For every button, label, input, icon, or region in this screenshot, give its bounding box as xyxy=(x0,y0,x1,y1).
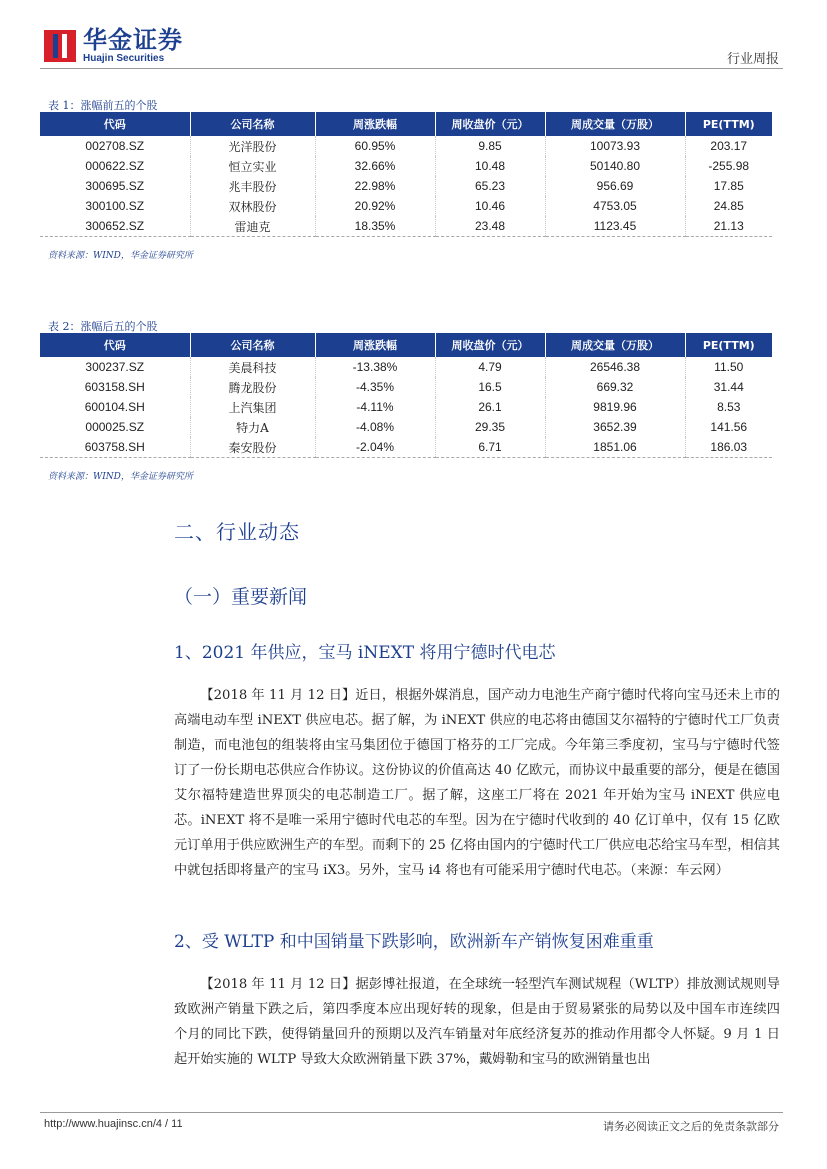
col-header-company: 公司名称 xyxy=(190,333,315,357)
cell-company: 上汽集团 xyxy=(190,397,315,417)
section-title: 二、行业动态 xyxy=(174,520,300,544)
cell-volume: 3652.39 xyxy=(545,417,685,437)
cell-company: 特力A xyxy=(190,417,315,437)
cell-company: 秦安股份 xyxy=(190,437,315,458)
cell-volume: 9819.96 xyxy=(545,397,685,417)
cell-code: 300652.SZ xyxy=(40,216,190,237)
cell-company: 兆丰股份 xyxy=(190,176,315,196)
cell-pe: 186.03 xyxy=(685,437,772,458)
cell-price: 9.85 xyxy=(435,136,545,156)
cell-volume: 956.69 xyxy=(545,176,685,196)
cell-price: 29.35 xyxy=(435,417,545,437)
table-row xyxy=(40,216,772,237)
cell-volume: 1123.45 xyxy=(545,216,685,237)
cell-price: 26.1 xyxy=(435,397,545,417)
table2-source: 资料来源：WIND，华金证券研究所 xyxy=(48,472,193,482)
cell-company: 腾龙股份 xyxy=(190,377,315,397)
table-row xyxy=(40,417,772,437)
col-header-code: 代码 xyxy=(40,333,190,357)
subsection-title: （一）重要新闻 xyxy=(174,586,308,608)
cell-price: 23.48 xyxy=(435,216,545,237)
cell-change: -4.11% xyxy=(315,397,435,417)
cell-change: -13.38% xyxy=(315,357,435,377)
cell-code: 300237.SZ xyxy=(85,360,145,374)
cell-pe: -255.98 xyxy=(685,156,772,176)
cell-pe: 21.13 xyxy=(685,216,772,237)
col-header-volume: 周成交量（万股） xyxy=(545,333,685,357)
table-row xyxy=(40,357,772,377)
cell-company: 雷迪克 xyxy=(190,216,315,237)
cell-price: 10.48 xyxy=(435,156,545,176)
col-header-weekly-change: 周涨跌幅 xyxy=(315,333,435,357)
cell-change: 20.92% xyxy=(315,196,435,216)
footer-url-page: http://www.huajinsc.cn/4 / 11 xyxy=(44,1118,183,1130)
table-header-row xyxy=(40,333,772,357)
col-header-weekly-change: 周涨跌幅 xyxy=(315,112,435,136)
cell-pe: 31.44 xyxy=(685,377,772,397)
cell-price: 6.71 xyxy=(435,437,545,458)
col-header-code: 代码 xyxy=(40,112,190,136)
cell-company: 光洋股份 xyxy=(190,136,315,156)
cell-code: 603758.SH xyxy=(40,437,190,458)
cell-code: 600104.SH xyxy=(84,400,145,414)
cell-change: 60.95% xyxy=(315,136,435,156)
cell-change: -4.08% xyxy=(315,417,435,437)
cell-change: 18.35% xyxy=(315,216,435,237)
cell-change: -4.35% xyxy=(315,377,435,397)
table-row xyxy=(40,176,772,196)
header-divider xyxy=(40,68,783,69)
col-header-volume: 周成交量（万股） xyxy=(545,112,685,136)
cell-code: 000622.SZ xyxy=(85,159,145,173)
company-logo xyxy=(44,28,183,64)
table-row xyxy=(40,397,772,417)
cell-volume: 26546.38 xyxy=(545,357,685,377)
news1-title: 1、2021 年供应，宝马 iNEXT 将用宁德时代电芯 xyxy=(174,643,556,663)
cell-code: 300695.SZ xyxy=(85,179,145,193)
table-row xyxy=(40,377,772,397)
table-row xyxy=(40,437,772,458)
cell-price: 65.23 xyxy=(435,176,545,196)
col-header-close-price: 周收盘价（元） xyxy=(435,112,545,136)
table1-top-gainers xyxy=(40,112,772,237)
cell-pe: 141.56 xyxy=(685,417,772,437)
table2-top-losers xyxy=(40,333,772,458)
table2-caption: 表 2：涨幅后五的个股 xyxy=(48,320,158,333)
table1-source: 资料来源：WIND，华金证券研究所 xyxy=(48,251,193,261)
cell-pe: 11.50 xyxy=(685,357,772,377)
cell-volume: 10073.93 xyxy=(545,136,685,156)
cell-price: 10.46 xyxy=(435,196,545,216)
cell-pe: 17.85 xyxy=(685,176,772,196)
cell-code: 603158.SH xyxy=(84,380,145,394)
cell-company: 双林股份 xyxy=(190,196,315,216)
huajin-logo-icon xyxy=(44,30,76,62)
logo-english-name: Huajin Securities xyxy=(83,53,165,64)
cell-volume: 50140.80 xyxy=(545,156,685,176)
cell-code: 300100.SZ xyxy=(85,199,145,213)
col-header-pe: PE(TTM) xyxy=(685,333,772,357)
table-row xyxy=(40,156,772,176)
table-row xyxy=(40,196,772,216)
cell-volume: 1851.06 xyxy=(545,437,685,458)
cell-company: 恒立实业 xyxy=(190,156,315,176)
table-header-row xyxy=(40,112,772,136)
cell-company: 美晨科技 xyxy=(190,357,315,377)
news2-paragraph: 【2018 年 11 月 12 日】据彭博社报道，在全球统一轻型汽车测试规程（WLTP）排放测试规则导致欧洲产销量下跌之后，第四季度本应出现好转的现象，但是由于贸易紧张的局势以及中国车市连续四个月的同比下跌，使得销量回升的预期以及汽车销量对年底经济复苏的推动作用都令人怀疑。9 月 1 日起开始实施的 WLTP 导致大众欧洲销量下跌 37%，戴姆勒和宝马的欧洲销量也出 xyxy=(174,977,780,1067)
cell-pe: 24.85 xyxy=(685,196,772,216)
table1-caption: 表 1：涨幅前五的个股 xyxy=(48,99,158,112)
col-header-close-price: 周收盘价（元） xyxy=(435,333,545,357)
cell-volume: 669.32 xyxy=(545,377,685,397)
col-header-company: 公司名称 xyxy=(190,112,315,136)
cell-change: -2.04% xyxy=(315,437,435,458)
cell-volume: 4753.05 xyxy=(545,196,685,216)
col-header-pe: PE(TTM) xyxy=(685,112,772,136)
footer-disclaimer: 请务必阅读正文之后的免责条款部分 xyxy=(603,1120,779,1133)
cell-code: 000025.SZ xyxy=(85,420,145,434)
news1-paragraph: 【2018 年 11 月 12 日】近日，根据外媒消息，国产动力电池生产商宁德时代将向宝马还未上市的高端电动车型 iNEXT 供应电芯。据了解，为 iNEXT 供应的电芯将由德国艾尔福特的宁德时代工厂负责制造，而电池包的组装将由宝马集团位于德国丁格芬的工厂完成。今年第三季度初，宝马与宁德时代签订了一份长期电芯供应合作协议。这份协议的价值高达 40 亿欧元，而协议中最重要的部分，便是在德国艾尔福特建造世界顶尖的电芯制造工厂。据了解，这座工厂将在 2021 年开始为宝马 iNEXT 供应电芯。iNEXT 将不是唯一采用宁德时代电芯的车型。因为在宁德时代收到的 40 亿订单中，仅有 15 亿欧元订单用于供应欧洲生产的车型。而剩下的 25 亿将由国内的宁德时代工厂供应电芯给宝马车型，相信其中就包括即将量产的宝马 iX3。另外，宝马 i4 将也有可能采用宁德时代电芯。（来源：车云网） xyxy=(174,688,780,878)
table-row xyxy=(40,136,772,156)
cell-change: 32.66% xyxy=(315,156,435,176)
cell-price: 4.79 xyxy=(435,357,545,377)
cell-pe: 8.53 xyxy=(685,397,772,417)
cell-price: 16.5 xyxy=(435,377,545,397)
footer-divider xyxy=(40,1112,783,1113)
logo-chinese-name: 华金证券 xyxy=(83,26,183,54)
cell-change: 22.98% xyxy=(315,176,435,196)
cell-code: 002708.SZ xyxy=(85,139,145,153)
cell-pe: 203.17 xyxy=(685,136,772,156)
news2-title: 2、受 WLTP 和中国销量下跌影响，欧洲新车产销恢复困难重重 xyxy=(174,932,654,952)
report-type-label: 行业周报 xyxy=(726,52,779,67)
